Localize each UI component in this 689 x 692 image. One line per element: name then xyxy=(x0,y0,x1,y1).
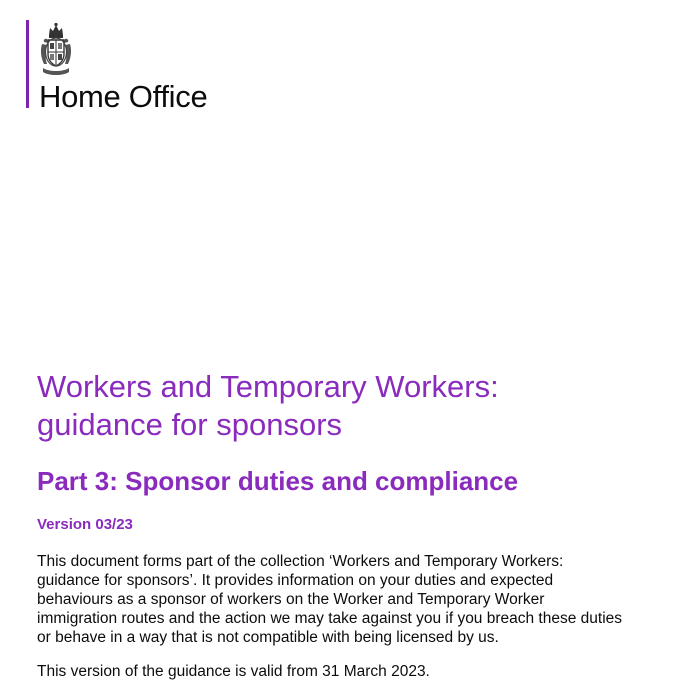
royal-coat-of-arms-icon xyxy=(39,22,73,77)
intro-line: This document forms part of the collection ‘Workers and Temporary Workers: xyxy=(37,553,564,570)
intro-line: or behave in a way that is not compatible with being licensed by us. xyxy=(37,629,499,646)
intro-line: guidance for sponsors’. It provides information on your duties and expected xyxy=(37,572,554,589)
version-label: Version 03/23 xyxy=(37,516,133,533)
document-title-line: Workers and Temporary Workers: xyxy=(37,369,499,404)
organisation-name: Home Office xyxy=(39,79,208,114)
document-title xyxy=(37,368,657,444)
intro-paragraph xyxy=(37,552,657,647)
intro-line: behaviours as a sponsor of workers on the Worker and Temporary Worker xyxy=(37,591,545,608)
home-office-logo xyxy=(26,20,246,114)
part-title: Part 3: Sponsor duties and compliance xyxy=(37,466,519,496)
brand-rule xyxy=(26,20,29,108)
document-title-line: guidance for sponsors xyxy=(37,407,343,442)
intro-line: immigration routes and the action we may take against you if you breach these duties xyxy=(37,610,623,627)
validity-statement: This version of the guidance is valid from 31 March 2023. xyxy=(37,663,430,680)
